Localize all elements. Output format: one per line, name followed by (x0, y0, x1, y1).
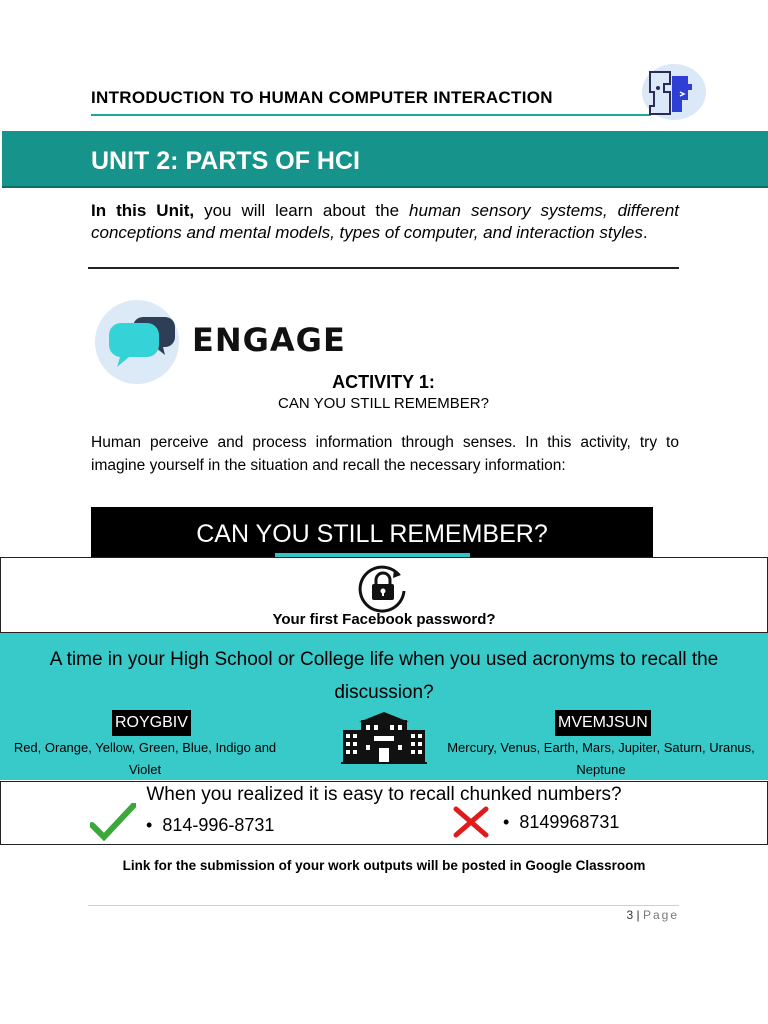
acronym-question: A time in your High School or College life when you used acronyms to recall the discussion? (49, 649, 719, 703)
password-question: Your first Facebook password? (272, 611, 496, 628)
hci-head-icon (636, 62, 706, 122)
intro-text: you will learn about the (194, 201, 410, 220)
unit-title: UNIT 2: PARTS OF HCI (91, 147, 360, 175)
activity-title: ACTIVITY 1: (332, 372, 435, 392)
activity-subtitle: CAN YOU STILL REMEMBER? (278, 395, 489, 412)
mvemjsun-badge: MVEMJSUN (555, 710, 651, 736)
footer-divider (88, 905, 679, 906)
submission-note: Link for the submission of your work outputs will be posted in Google Classroom (122, 858, 646, 873)
roygbiv-meaning: Red, Orange, Yellow, Green, Blue, Indigo and Violet (13, 740, 277, 777)
chunked-number-value: 814-996-8731 (162, 815, 275, 835)
page-word: Page (642, 908, 679, 922)
cross-icon (452, 806, 490, 838)
course-title: INTRODUCTION TO HUMAN COMPUTER INTERACTION (91, 88, 553, 107)
intro-topics: human sensory systems, different conceptions and mental models, types of computer, and interaction styles (91, 201, 679, 242)
chunking-question: When you realized it is easy to recall chunked numbers? (146, 784, 622, 805)
page-separator: | (633, 908, 643, 922)
page-number-value: 3 (626, 908, 634, 922)
unchunked-number (503, 812, 619, 833)
school-building-icon (341, 712, 427, 764)
intro-end: . (642, 223, 648, 242)
intro-lead: In this Unit, (91, 201, 195, 220)
bullet: • (146, 815, 153, 835)
roygbiv-badge: ROYGBIV (112, 710, 191, 736)
header-divider (91, 114, 651, 116)
bullet: • (503, 812, 510, 832)
page-number (560, 908, 679, 922)
chunked-number (146, 815, 274, 836)
banner-title: CAN YOU STILL REMEMBER? (196, 520, 548, 548)
unit-intro (91, 200, 679, 244)
engage-heading: ENGAGE (192, 321, 346, 359)
lock-icon (356, 561, 410, 613)
mvemjsun-meaning: Mercury, Venus, Earth, Mars, Jupiter, Saturn, Uranus, Neptune (447, 740, 755, 777)
check-icon (90, 803, 136, 841)
intro-divider (88, 267, 679, 269)
activity-instructions: Human perceive and process information through senses. In this activity, try to imagine yourself in the situation and recall the necessary information: (91, 434, 679, 474)
unchunked-number-value: 8149968731 (519, 812, 620, 832)
